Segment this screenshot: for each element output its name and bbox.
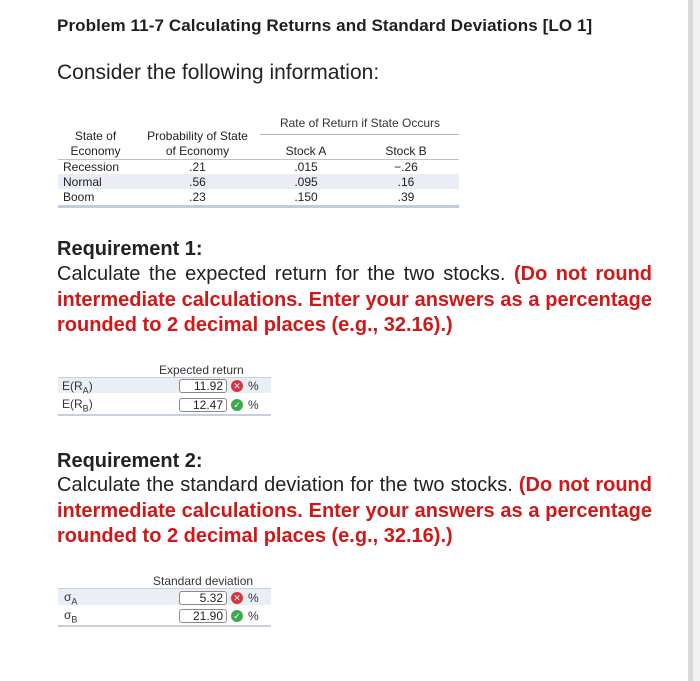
req2-text [57, 473, 652, 550]
col-state-line1: State of [74, 129, 117, 143]
col-stock-a: Stock A [285, 144, 327, 158]
sigma-a-label: $\sigma_A$ [64, 590, 78, 607]
req1-question: Calculate the expected return for the two stocks. [57, 263, 506, 285]
req2-instruction: (Do not round intermediate calculations. Enter your answers as a percentage rounded to 2 decimal places (e.g., 32.16).) [57, 474, 652, 547]
table-row-b: .39 [397, 190, 415, 204]
table-row-b: .16 [397, 175, 415, 189]
std-dev-header: Standard deviation [153, 574, 254, 588]
col-prob-line1: Probability of State [147, 129, 248, 143]
table-row-prob: .23 [189, 190, 206, 204]
table-row-a: .015 [294, 160, 318, 174]
er-b-label: $E(R_B)$ [62, 397, 93, 414]
table-row-state: Recession [63, 160, 120, 174]
table-row-prob: .21 [189, 160, 206, 174]
sigma-a-input[interactable]: 5.32 [179, 591, 227, 605]
table-row-state: Boom [63, 190, 95, 204]
er-b-unit: % [248, 398, 259, 412]
req2-question: Calculate the standard deviation for the two stocks. [57, 474, 513, 496]
intro-text: Consider the following information: [57, 61, 380, 84]
correct-icon: ✓ [231, 610, 243, 622]
group-header-rule [260, 134, 459, 135]
col-stock-b: Stock B [385, 144, 427, 158]
correct-icon: ✓ [231, 399, 243, 411]
col-prob-line2: of Economy [165, 144, 230, 158]
req1-instruction: (Do not round intermediate calculations. Enter your answers as a percentage rounded to 2 decimal places (e.g., 32.16).) [57, 263, 652, 336]
req1-heading: Requirement 1: [57, 238, 203, 260]
er-a-unit: % [248, 379, 259, 393]
right-shadow-outer [693, 0, 700, 681]
table-row-b: −.26 [394, 160, 418, 174]
req1-bottom-rule [58, 414, 271, 416]
expected-return-header: Expected return [159, 363, 244, 377]
group-header: Rate of Return if State Occurs [279, 116, 441, 130]
incorrect-icon: ✕ [231, 592, 243, 604]
incorrect-icon: ✕ [231, 380, 243, 392]
er-a-input[interactable]: 11.92 [179, 379, 227, 393]
sigma-a-unit: % [248, 591, 259, 605]
table-bottom-rule [58, 205, 459, 208]
sigma-b-unit: % [248, 609, 259, 623]
req1-text [57, 262, 652, 339]
er-a-label: $E(R_A)$ [62, 379, 93, 396]
req2-bottom-rule [58, 625, 271, 627]
er-b-input[interactable]: 12.47 [179, 398, 227, 412]
table-row-a: .150 [294, 190, 318, 204]
table-row-a: .095 [294, 175, 318, 189]
sigma-b-input[interactable]: 21.90 [179, 609, 227, 623]
col-state-line2: Economy [70, 144, 121, 158]
table-row-state: Normal [63, 175, 102, 189]
req2-heading: Requirement 2: [57, 450, 203, 472]
problem-title: Problem 11-7 Calculating Returns and Standard Deviations [LO 1] [57, 16, 593, 35]
table-row-prob: .56 [189, 175, 206, 189]
sigma-b-label: $\sigma_B$ [64, 608, 78, 625]
